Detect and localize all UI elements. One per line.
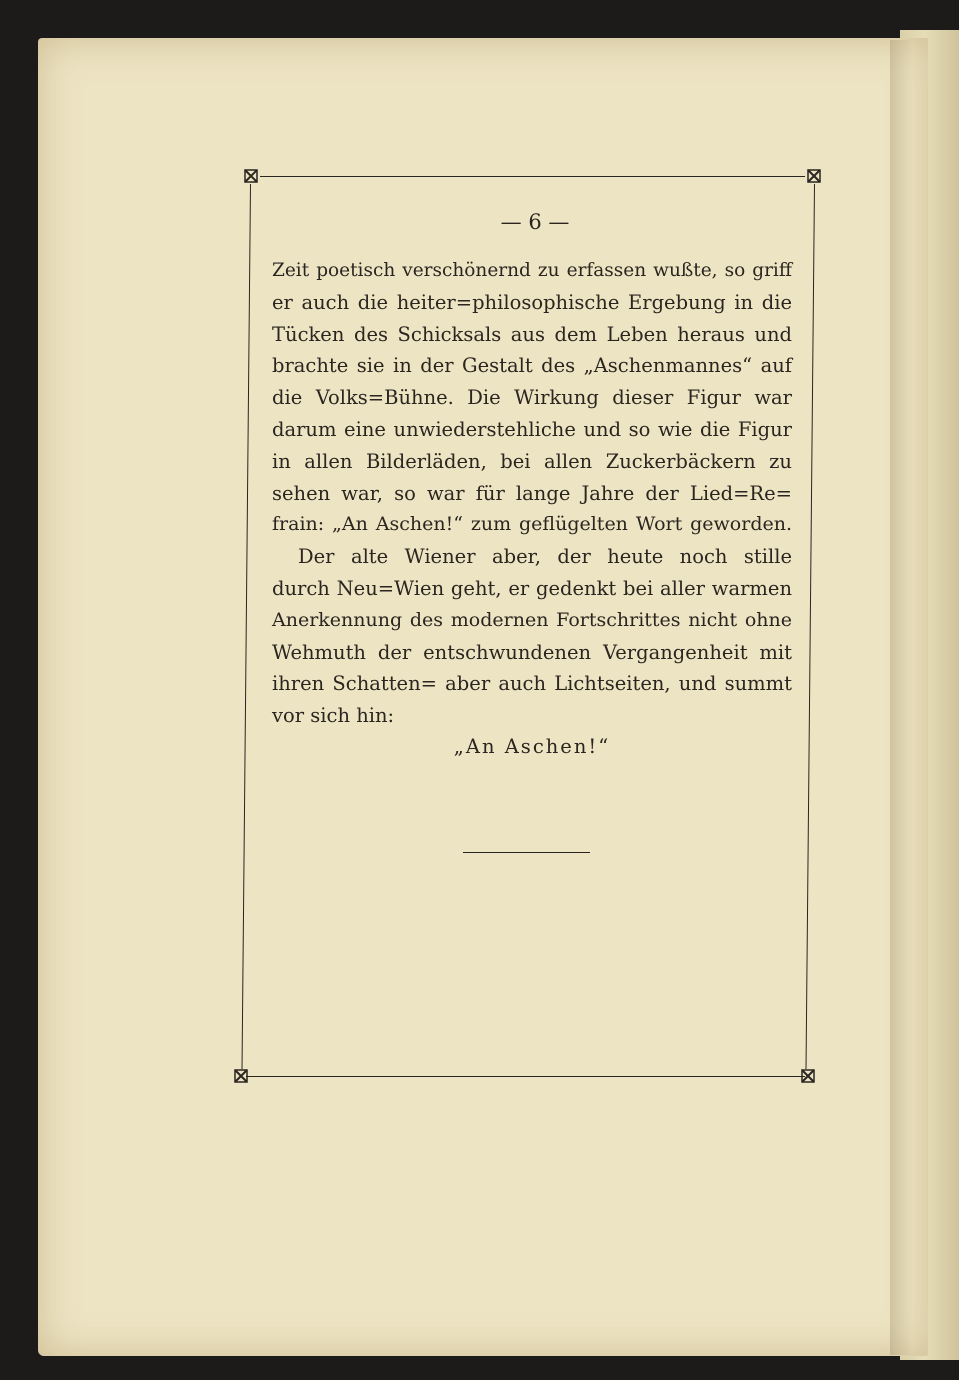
frame-bottom-rule: [246, 1076, 805, 1077]
text-line: vor sich hin:: [272, 704, 395, 728]
corner-ornament-icon: [234, 1069, 248, 1083]
spine-shadow: [890, 40, 912, 1355]
body-text: [272, 255, 792, 732]
page-number: — 6 —: [500, 210, 570, 234]
text-line: darum eine unwiederstehliche und so wie die Figur: [272, 417, 792, 441]
text-line: die Volks=Bühne. Die Wirkung dieser Figur war: [272, 386, 792, 410]
corner-ornament-icon: [801, 1069, 815, 1083]
text-line: Tücken des Schicksals aus dem Leben heraus und: [272, 322, 792, 346]
text-line: durch Neu=Wien geht, er gedenkt bei aller warmen: [272, 576, 792, 600]
end-rule: [463, 852, 590, 853]
text-line: in allen Bilderläden, bei allen Zuckerbäckern zu: [272, 449, 792, 473]
text-line: Der alte Wiener aber, der heute noch stille: [298, 545, 792, 569]
text-line: Zeit poetisch verschönernd zu erfassen wußte, so griff: [272, 260, 792, 281]
text-line: brachte sie in der Gestalt des „Aschenmannes“ auf: [272, 354, 792, 378]
text-line: sehen war, so war für lange Jahre der Lied=Re=: [272, 481, 792, 505]
closing-line: „An Aschen!“: [453, 735, 611, 758]
frame-top-rule: [260, 176, 805, 177]
corner-ornament-icon: [244, 169, 258, 183]
text-line: er auch die heiter=philosophische Ergebung in die: [272, 290, 792, 314]
frame-right-rule: [806, 184, 815, 1069]
text-line: Wehmuth der entschwundenen Vergangenheit mit: [272, 640, 792, 664]
corner-ornament-icon: [807, 169, 821, 183]
text-line: ihren Schatten= aber auch Lichtseiten, und summt: [272, 672, 792, 696]
text-line: frain: „An Aschen!“ zum geflügelten Wort geworden.: [272, 513, 792, 536]
text-line: Anerkennung des modernen Fortschrittes nicht ohne: [272, 608, 792, 631]
